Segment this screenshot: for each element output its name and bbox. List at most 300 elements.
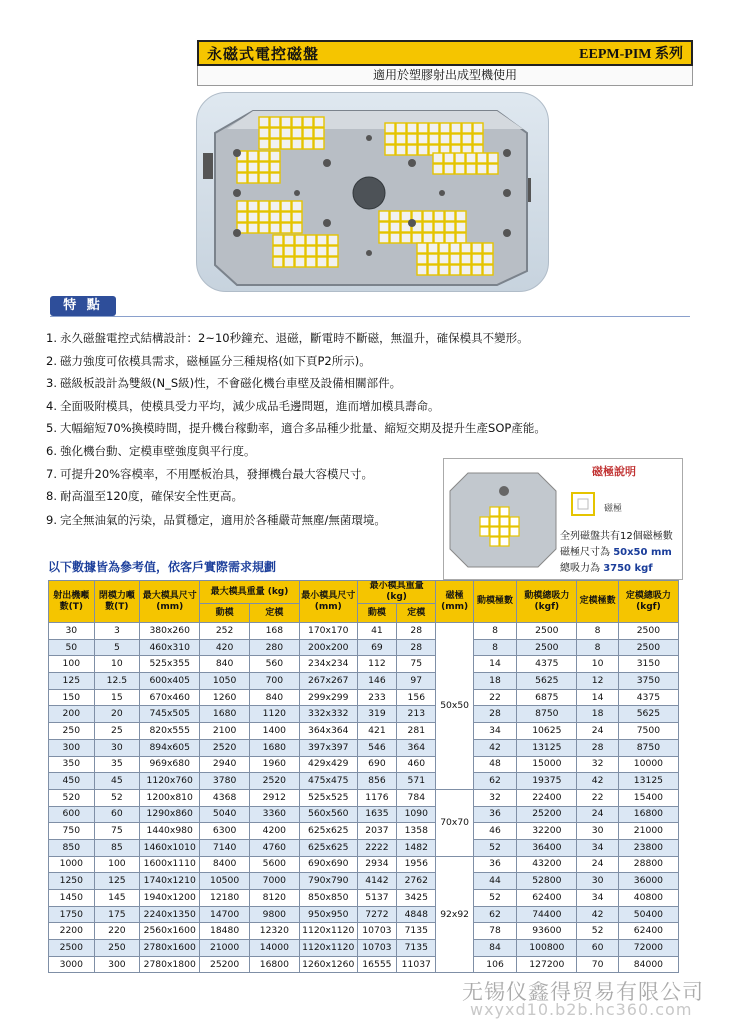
cell-max-w-fix: 280 (249, 639, 299, 656)
cell-min-mold: 267x267 (299, 673, 357, 690)
col-maxw-move: 動模 (200, 604, 250, 623)
cell-min-w-move: 233 (357, 689, 396, 706)
cell-min-w-move: 546 (357, 739, 396, 756)
feature-item: 8. 耐高溫至120度，確保安全性更高。 (46, 489, 243, 504)
table-row (49, 956, 679, 973)
cell-fix-force: 15400 (618, 789, 678, 806)
single-pole-icon (570, 491, 600, 517)
cell-max-w-fix: 9800 (249, 906, 299, 923)
cell-move-force: 13125 (517, 739, 577, 756)
cell-fix-force: 62400 (618, 923, 678, 940)
cell-fix-poles: 18 (577, 706, 618, 723)
magnet-size: 磁極尺寸為 50x50 mm (560, 547, 672, 558)
cell-move-force: 5625 (517, 673, 577, 690)
cell-clamp: 250 (94, 940, 140, 957)
cell-fix-force: 21000 (618, 823, 678, 840)
feature-item: 7. 可提升20%容模率，不用壓板治具，發揮機台最大容模尺寸。 (46, 466, 374, 481)
cell-min-w-move: 2934 (357, 856, 396, 873)
cell-max-w-fix: 4760 (249, 839, 299, 856)
cell-min-mold: 950x950 (299, 906, 357, 923)
cell-fix-force: 50400 (618, 906, 678, 923)
cell-pole-size: 70x70 (436, 789, 473, 856)
cell-move-force: 32200 (517, 823, 577, 840)
cell-clamp: 85 (94, 839, 140, 856)
company-name: 无锡仪鑫得贸易有限公司 (462, 980, 704, 1004)
cell-min-w-fix: 1482 (397, 839, 436, 856)
cell-pole-size: 50x50 (436, 623, 473, 790)
cell-min-w-fix: 364 (397, 739, 436, 756)
cell-min-mold: 1260x1260 (299, 956, 357, 973)
table-row (49, 873, 679, 890)
cell-clamp: 25 (94, 723, 140, 740)
cell-min-w-fix: 28 (397, 639, 436, 656)
table-row (49, 839, 679, 856)
cell-max-w-fix: 5600 (249, 856, 299, 873)
cell-shot: 100 (49, 656, 95, 673)
cell-move-poles: 32 (473, 789, 517, 806)
cell-shot: 1750 (49, 906, 95, 923)
cell-move-poles: 46 (473, 823, 517, 840)
cell-shot: 750 (49, 823, 95, 840)
cell-fix-force: 2500 (618, 623, 678, 640)
table-note: 以下數據皆為參考值，依客戶實際需求規劃 (48, 560, 277, 574)
cell-move-force: 62400 (517, 890, 577, 907)
cell-fix-poles: 24 (577, 723, 618, 740)
cell-min-w-move: 10703 (357, 940, 396, 957)
cell-min-mold: 525x525 (299, 789, 357, 806)
cell-clamp: 100 (94, 856, 140, 873)
cell-min-mold: 429x429 (299, 756, 357, 773)
pole-label: 磁極 (604, 504, 623, 514)
cell-min-mold: 690x690 (299, 856, 357, 873)
cell-max-w-move: 420 (200, 639, 250, 656)
cell-min-mold: 625x625 (299, 839, 357, 856)
cell-fix-poles: 28 (577, 739, 618, 756)
cell-move-force: 93600 (517, 923, 577, 940)
cell-min-w-move: 112 (357, 656, 396, 673)
cell-move-force: 19375 (517, 773, 577, 790)
cell-min-w-move: 146 (357, 673, 396, 690)
cell-max-w-move: 8400 (200, 856, 250, 873)
feature-item: 5. 大幅縮短70%換模時間，提升機台稼動率，適合多品種少批量、縮短交期及提升生產SOP產能。 (46, 421, 546, 436)
feature-item: 2. 磁力強度可依模具需求，磁極區分三種規格(如下頁P2所示)。 (46, 353, 371, 368)
cell-min-w-move: 856 (357, 773, 396, 790)
cell-max-w-fix: 16800 (249, 956, 299, 973)
cell-shot: 250 (49, 723, 95, 740)
cell-shot: 30 (49, 623, 95, 640)
cell-move-force: 10625 (517, 723, 577, 740)
cell-min-w-fix: 156 (397, 689, 436, 706)
cell-clamp: 20 (94, 706, 140, 723)
cell-clamp: 12.5 (94, 673, 140, 690)
cell-fix-poles: 52 (577, 923, 618, 940)
cell-move-force: 127200 (517, 956, 577, 973)
cell-min-mold: 475x475 (299, 773, 357, 790)
cell-min-w-move: 16555 (357, 956, 396, 973)
cell-shot: 50 (49, 639, 95, 656)
title-bar (197, 40, 693, 66)
cell-max-w-move: 252 (200, 623, 250, 640)
cell-move-poles: 52 (473, 890, 517, 907)
features-divider (50, 316, 690, 317)
cell-max-mold: 2780x1600 (140, 940, 200, 957)
cell-max-w-move: 2100 (200, 723, 250, 740)
table-row (49, 689, 679, 706)
cell-min-w-move: 10703 (357, 923, 396, 940)
table-row (49, 890, 679, 907)
magnet-info-title: 磁極說明 (592, 465, 636, 478)
cell-fix-poles: 24 (577, 806, 618, 823)
cell-max-mold: 2240x1350 (140, 906, 200, 923)
cell-move-force: 8750 (517, 706, 577, 723)
cell-clamp: 3 (94, 623, 140, 640)
cell-move-poles: 18 (473, 673, 517, 690)
cell-move-force: 15000 (517, 756, 577, 773)
cell-move-poles: 84 (473, 940, 517, 957)
cell-max-mold: 1460x1010 (140, 839, 200, 856)
page-title: 永磁式電控磁盤 (207, 44, 320, 63)
cell-max-w-move: 4368 (200, 789, 250, 806)
cell-move-poles: 14 (473, 656, 517, 673)
cell-min-mold: 234x234 (299, 656, 357, 673)
cell-move-force: 2500 (517, 639, 577, 656)
cell-move-poles: 34 (473, 723, 517, 740)
cell-shot: 200 (49, 706, 95, 723)
cell-min-w-fix: 784 (397, 789, 436, 806)
cell-min-mold: 332x332 (299, 706, 357, 723)
cell-max-w-fix: 1960 (249, 756, 299, 773)
cell-min-w-move: 690 (357, 756, 396, 773)
col-clamp: 閉模力噸數(T) (94, 581, 140, 623)
watermark: wxyxd10.b2b.hc360.com (470, 1000, 693, 1019)
magnetic-plate-illustration (197, 93, 550, 293)
cell-fix-poles: 34 (577, 839, 618, 856)
cell-min-mold: 397x397 (299, 739, 357, 756)
cell-max-mold: 600x405 (140, 673, 200, 690)
cell-min-w-fix: 2762 (397, 873, 436, 890)
cell-clamp: 52 (94, 789, 140, 806)
col-move-force: 動模總吸力(kgf) (517, 581, 577, 623)
cell-max-mold: 2780x1800 (140, 956, 200, 973)
table-row (49, 739, 679, 756)
features-heading: 特 點 (50, 296, 116, 316)
page-subtitle: 適用於塑膠射出成型機使用 (197, 66, 693, 86)
cell-move-poles: 62 (473, 773, 517, 790)
cell-move-poles: 22 (473, 689, 517, 706)
feature-item: 3. 磁級板設計為雙級(N_S級)性，不會磁化機台車壁及設備相關部件。 (46, 376, 402, 391)
cell-max-mold: 525x355 (140, 656, 200, 673)
cell-max-mold: 2560x1600 (140, 923, 200, 940)
cell-min-w-move: 319 (357, 706, 396, 723)
center-hole (353, 177, 385, 209)
cell-max-w-move: 1050 (200, 673, 250, 690)
cell-max-w-move: 12180 (200, 890, 250, 907)
cell-max-mold: 1740x1210 (140, 873, 200, 890)
cell-max-w-fix: 12320 (249, 923, 299, 940)
cell-clamp: 300 (94, 956, 140, 973)
cell-max-mold: 969x680 (140, 756, 200, 773)
cell-min-w-fix: 28 (397, 623, 436, 640)
col-minmold: 最小模具尺寸(mm) (299, 581, 357, 623)
cell-max-w-move: 21000 (200, 940, 250, 957)
cell-fix-poles: 12 (577, 673, 618, 690)
cell-min-mold: 364x364 (299, 723, 357, 740)
cell-max-w-move: 2940 (200, 756, 250, 773)
cell-move-force: 74400 (517, 906, 577, 923)
cell-max-mold: 1940x1200 (140, 890, 200, 907)
table-row (49, 706, 679, 723)
cell-fix-force: 5625 (618, 706, 678, 723)
cell-min-w-move: 41 (357, 623, 396, 640)
cell-shot: 1250 (49, 873, 95, 890)
cell-fix-force: 23800 (618, 839, 678, 856)
cell-shot: 600 (49, 806, 95, 823)
cell-min-w-fix: 571 (397, 773, 436, 790)
cell-max-mold: 1120x760 (140, 773, 200, 790)
cell-min-w-fix: 460 (397, 756, 436, 773)
cell-fix-force: 40800 (618, 890, 678, 907)
cell-max-w-move: 1260 (200, 689, 250, 706)
magnet-count: 全列磁盤共有12個磁極數 (560, 531, 673, 542)
cell-move-force: 2500 (517, 623, 577, 640)
series-label: EEPM-PIM 系列 (579, 47, 683, 62)
feature-item: 9. 完全無油氣的污染，品質穩定，適用於各種嚴苛無塵/無菌環境。 (46, 512, 386, 527)
cell-max-mold: 380x260 (140, 623, 200, 640)
cell-move-force: 6875 (517, 689, 577, 706)
spec-table-body (49, 623, 679, 973)
cell-fix-force: 13125 (618, 773, 678, 790)
cell-move-force: 25200 (517, 806, 577, 823)
cell-shot: 520 (49, 789, 95, 806)
cell-max-w-move: 3780 (200, 773, 250, 790)
cell-clamp: 15 (94, 689, 140, 706)
cell-clamp: 75 (94, 823, 140, 840)
cell-min-w-move: 1176 (357, 789, 396, 806)
cell-max-w-fix: 2520 (249, 773, 299, 790)
cell-max-w-move: 25200 (200, 956, 250, 973)
feature-item: 1. 永久磁盤電控式結構設計：2~10秒鐘充、退磁，斷電時不斷磁，無溫升，確保模具不變形。 (46, 331, 529, 345)
cell-min-w-fix: 3425 (397, 890, 436, 907)
cell-min-mold: 299x299 (299, 689, 357, 706)
cell-min-w-fix: 281 (397, 723, 436, 740)
cell-fix-poles: 30 (577, 823, 618, 840)
cell-fix-poles: 70 (577, 956, 618, 973)
col-fix-poles: 定模極數 (577, 581, 618, 623)
cell-min-w-move: 421 (357, 723, 396, 740)
col-minw-fix: 定模 (397, 604, 436, 623)
cell-move-poles: 78 (473, 923, 517, 940)
magnet-info-box (443, 458, 683, 580)
cell-fix-force: 8750 (618, 739, 678, 756)
cell-move-poles: 106 (473, 956, 517, 973)
cell-move-force: 22400 (517, 789, 577, 806)
cell-move-force: 52800 (517, 873, 577, 890)
table-row (49, 823, 679, 840)
cell-min-w-fix: 75 (397, 656, 436, 673)
cell-max-w-fix: 1680 (249, 739, 299, 756)
cell-max-w-move: 6300 (200, 823, 250, 840)
col-minw-move: 動模 (357, 604, 396, 623)
cell-fix-poles: 8 (577, 639, 618, 656)
col-shot: 射出機噸數(T) (49, 581, 95, 623)
cell-fix-force: 72000 (618, 940, 678, 957)
cell-max-w-move: 10500 (200, 873, 250, 890)
cell-max-w-fix: 7000 (249, 873, 299, 890)
cell-min-w-move: 69 (357, 639, 396, 656)
cell-min-w-move: 2222 (357, 839, 396, 856)
cell-min-w-fix: 1090 (397, 806, 436, 823)
side-connector-left (203, 153, 213, 179)
cell-move-force: 100800 (517, 940, 577, 957)
cell-fix-poles: 10 (577, 656, 618, 673)
cell-clamp: 30 (94, 739, 140, 756)
cell-shot: 850 (49, 839, 95, 856)
cell-max-mold: 1290x860 (140, 806, 200, 823)
cell-clamp: 175 (94, 906, 140, 923)
cell-max-w-move: 5040 (200, 806, 250, 823)
cell-max-w-fix: 2912 (249, 789, 299, 806)
col-move-poles: 動模極數 (473, 581, 517, 623)
cell-min-w-fix: 7135 (397, 923, 436, 940)
cell-max-w-fix: 14000 (249, 940, 299, 957)
cell-fix-force: 4375 (618, 689, 678, 706)
cell-max-w-fix: 840 (249, 689, 299, 706)
cell-fix-force: 28800 (618, 856, 678, 873)
cell-clamp: 220 (94, 923, 140, 940)
cell-shot: 1000 (49, 856, 95, 873)
cell-max-w-move: 840 (200, 656, 250, 673)
feature-item: 6. 強化機台動、定模車壁強度與平行度。 (46, 443, 256, 458)
cell-min-mold: 560x560 (299, 806, 357, 823)
cell-clamp: 35 (94, 756, 140, 773)
cell-min-w-move: 4142 (357, 873, 396, 890)
cell-move-poles: 8 (473, 623, 517, 640)
cell-move-poles: 44 (473, 873, 517, 890)
cell-clamp: 10 (94, 656, 140, 673)
cell-shot: 2200 (49, 923, 95, 940)
cell-min-w-fix: 1358 (397, 823, 436, 840)
table-row (49, 789, 679, 806)
cell-min-mold: 1120x1120 (299, 940, 357, 957)
cell-fix-poles: 22 (577, 789, 618, 806)
cell-clamp: 145 (94, 890, 140, 907)
cell-max-w-fix: 700 (249, 673, 299, 690)
cell-min-mold: 1120x1120 (299, 923, 357, 940)
col-maxweight: 最大模具重量 (kg) (200, 581, 299, 604)
cell-fix-poles: 42 (577, 773, 618, 790)
cell-min-w-fix: 97 (397, 673, 436, 690)
cell-move-poles: 48 (473, 756, 517, 773)
table-row (49, 623, 679, 640)
cell-shot: 300 (49, 739, 95, 756)
cell-shot: 3000 (49, 956, 95, 973)
cell-max-w-move: 18480 (200, 923, 250, 940)
col-maxw-fix: 定模 (249, 604, 299, 623)
cell-min-w-move: 5137 (357, 890, 396, 907)
cell-fix-force: 16800 (618, 806, 678, 823)
cell-fix-poles: 24 (577, 856, 618, 873)
cell-shot: 2500 (49, 940, 95, 957)
cell-min-w-fix: 4848 (397, 906, 436, 923)
cell-max-w-fix: 1400 (249, 723, 299, 740)
cell-max-mold: 1440x980 (140, 823, 200, 840)
col-minweight: 最小模具重量 (kg) (357, 581, 436, 604)
cell-min-mold: 850x850 (299, 890, 357, 907)
cell-max-w-move: 2520 (200, 739, 250, 756)
table-row (49, 673, 679, 690)
feature-item: 4. 全面吸附模具，使模具受力平均，減少成品毛邊問題，進而增加模具壽命。 (46, 398, 440, 413)
cell-move-poles: 8 (473, 639, 517, 656)
cell-fix-force: 3150 (618, 656, 678, 673)
cell-fix-poles: 42 (577, 906, 618, 923)
cell-max-mold: 745x505 (140, 706, 200, 723)
cell-move-poles: 52 (473, 839, 517, 856)
cell-fix-force: 84000 (618, 956, 678, 973)
cell-clamp: 125 (94, 873, 140, 890)
cell-move-poles: 62 (473, 906, 517, 923)
cell-shot: 350 (49, 756, 95, 773)
table-row (49, 906, 679, 923)
cell-pole-size: 92x92 (436, 856, 473, 973)
cell-fix-force: 2500 (618, 639, 678, 656)
cell-fix-force: 3750 (618, 673, 678, 690)
cell-max-w-fix: 560 (249, 656, 299, 673)
cell-min-w-fix: 7135 (397, 940, 436, 957)
cell-clamp: 5 (94, 639, 140, 656)
cell-fix-poles: 34 (577, 890, 618, 907)
cell-shot: 150 (49, 689, 95, 706)
cell-move-force: 4375 (517, 656, 577, 673)
cell-fix-force: 10000 (618, 756, 678, 773)
cell-max-w-move: 1680 (200, 706, 250, 723)
cell-min-mold: 790x790 (299, 873, 357, 890)
table-row (49, 856, 679, 873)
cell-move-force: 36400 (517, 839, 577, 856)
cell-move-poles: 42 (473, 739, 517, 756)
cell-min-mold: 200x200 (299, 639, 357, 656)
cell-min-w-move: 7272 (357, 906, 396, 923)
cell-fix-poles: 8 (577, 623, 618, 640)
cell-move-force: 43200 (517, 856, 577, 873)
cell-move-poles: 28 (473, 706, 517, 723)
cell-clamp: 60 (94, 806, 140, 823)
cell-clamp: 45 (94, 773, 140, 790)
cell-min-mold: 170x170 (299, 623, 357, 640)
cell-shot: 450 (49, 773, 95, 790)
magnet-layout-diagram (448, 461, 558, 579)
cell-min-mold: 625x625 (299, 823, 357, 840)
cell-min-w-move: 2037 (357, 823, 396, 840)
cell-max-w-fix: 168 (249, 623, 299, 640)
cell-fix-force: 7500 (618, 723, 678, 740)
cell-shot: 1450 (49, 890, 95, 907)
cell-max-w-fix: 1120 (249, 706, 299, 723)
cell-max-w-move: 14700 (200, 906, 250, 923)
cell-shot: 125 (49, 673, 95, 690)
table-row (49, 923, 679, 940)
cell-fix-poles: 14 (577, 689, 618, 706)
cell-fix-force: 36000 (618, 873, 678, 890)
table-row (49, 940, 679, 957)
table-row (49, 806, 679, 823)
cell-min-w-fix: 1956 (397, 856, 436, 873)
cell-max-w-fix: 3360 (249, 806, 299, 823)
col-fix-force: 定模總吸力(kgf) (618, 581, 678, 623)
cell-max-mold: 894x605 (140, 739, 200, 756)
col-maxmold: 最大模具尺寸(mm) (140, 581, 200, 623)
cell-move-poles: 36 (473, 856, 517, 873)
magnet-force: 總吸力為 3750 kgf (560, 563, 653, 574)
